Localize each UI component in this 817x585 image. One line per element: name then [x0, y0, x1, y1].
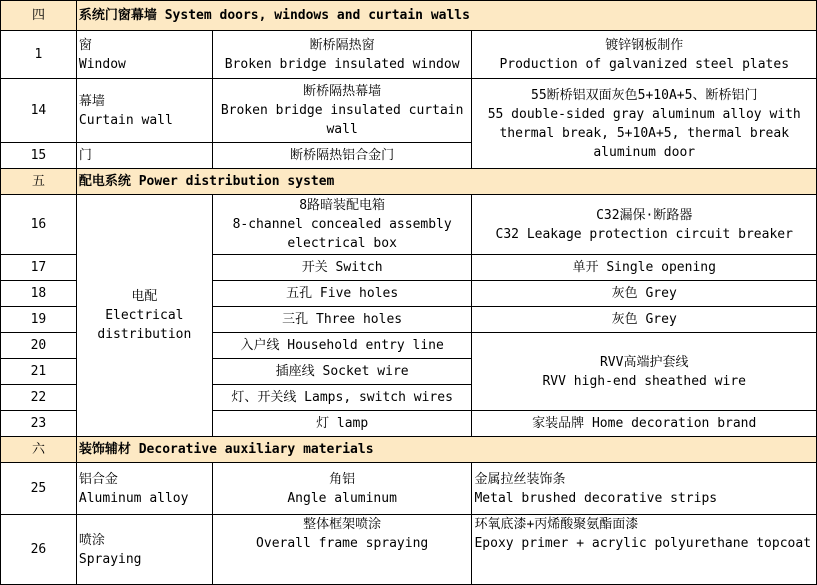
row-spec: 金属拉丝装饰条 Metal brushed decorative strips — [472, 463, 817, 515]
section-row — [1, 437, 817, 463]
section-row — [1, 1, 817, 31]
row-spec: RVV高端护套线 RVV high-end sheathed wire — [472, 333, 817, 411]
row-item: 灯、开关线 Lamps, switch wires — [212, 385, 472, 411]
row-item: 五孔 Five holes — [212, 281, 472, 307]
row-item: 开关 Switch — [212, 255, 472, 281]
row-item: 灯 lamp — [212, 411, 472, 437]
row-number: 23 — [1, 411, 77, 437]
row-number: 14 — [1, 79, 77, 143]
row-number: 25 — [1, 463, 77, 515]
row-number: 16 — [1, 195, 77, 255]
section-title: 系统门窗幕墙 System doors, windows and curtain walls — [76, 1, 816, 31]
row-spec: 单开 Single opening — [472, 255, 817, 281]
row-item: 入户线 Household entry line — [212, 333, 472, 359]
row-item: 断桥隔热铝合金门 — [212, 143, 472, 169]
row-item: 断桥隔热幕墙 Broken bridge insulated curtain wall — [212, 79, 472, 143]
row-item: 断桥隔热窗 Broken bridge insulated window — [212, 31, 472, 79]
row-number: 22 — [1, 385, 77, 411]
table-row — [1, 195, 817, 255]
table-row — [1, 31, 817, 79]
table-row — [1, 515, 817, 585]
section-number: 四 — [1, 1, 77, 31]
row-spec: 灰色 Grey — [472, 281, 817, 307]
row-number: 19 — [1, 307, 77, 333]
row-item: 整体框架喷涂 Overall frame spraying — [212, 515, 472, 585]
row-spec: 灰色 Grey — [472, 307, 817, 333]
row-spec: 家装品牌 Home decoration brand — [472, 411, 817, 437]
row-number: 20 — [1, 333, 77, 359]
row-category: 喷涂 Spraying — [76, 515, 212, 585]
section-number: 五 — [1, 169, 77, 195]
section-title: 配电系统 Power distribution system — [76, 169, 816, 195]
section-row — [1, 169, 817, 195]
row-spec: 55断桥铝双面灰色5+10A+5、断桥铝门 55 double-sided gray aluminum alloy with thermal break, 5+10A+5, thermal break aluminum door — [472, 79, 817, 169]
table-row — [1, 463, 817, 515]
row-number: 17 — [1, 255, 77, 281]
row-category: 电配 Electrical distribution — [76, 195, 212, 437]
row-number: 15 — [1, 143, 77, 169]
row-category: 窗 Window — [76, 31, 212, 79]
row-item: 三孔 Three holes — [212, 307, 472, 333]
row-number: 18 — [1, 281, 77, 307]
row-item: 8路暗装配电箱 8-channel concealed assembly electrical box — [212, 195, 472, 255]
row-spec: 环氧底漆+丙烯酸聚氨酯面漆 Epoxy primer + acrylic polyurethane topcoat — [472, 515, 817, 585]
table-row — [1, 79, 817, 143]
section-title: 装饰辅材 Decorative auxiliary materials — [76, 437, 816, 463]
row-number: 26 — [1, 515, 77, 585]
row-number: 1 — [1, 31, 77, 79]
section-number: 六 — [1, 437, 77, 463]
row-category: 幕墙 Curtain wall — [76, 79, 212, 143]
row-category: 门 — [76, 143, 212, 169]
row-item: 角铝 Angle aluminum — [212, 463, 472, 515]
row-item: 插座线 Socket wire — [212, 359, 472, 385]
row-spec: 镀锌钢板制作 Production of galvanized steel plates — [472, 31, 817, 79]
row-category: 铝合金 Aluminum alloy — [76, 463, 212, 515]
row-number: 21 — [1, 359, 77, 385]
row-spec: C32漏保·断路器 C32 Leakage protection circuit breaker — [472, 195, 817, 255]
